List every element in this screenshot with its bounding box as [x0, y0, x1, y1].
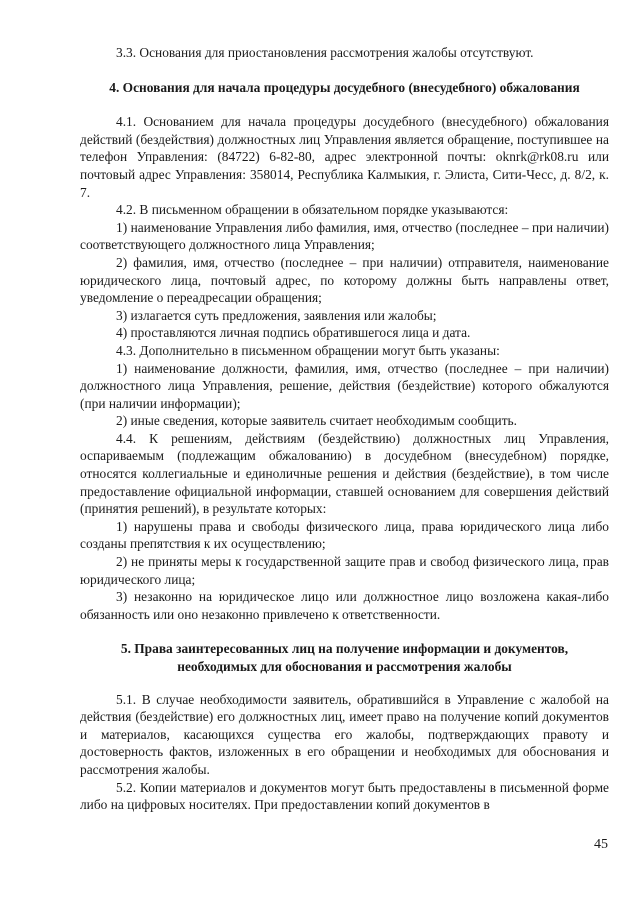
- paragraph-4-2-item-4: 4) проставляются личная подпись обратившегося лица и дата.: [116, 325, 471, 341]
- page-number: 45: [594, 837, 608, 852]
- paragraph-4-3: 4.3. Дополнительно в письменном обращении могут быть указаны:: [116, 342, 500, 358]
- paragraph-4-2-item-1: 1) наименование Управления либо фамилия, имя, отчество (последнее – при наличии) соответствующего должностного лица Управления;: [80, 219, 609, 253]
- paragraph-4-3-item-1: 1) наименование должности, фамилия, имя, отчество (последнее – при наличии) должностного лица Управления, решение, действия (бездействие) которого обжалуются (при наличии информации);: [80, 360, 609, 411]
- section-4-body: [80, 113, 609, 623]
- paragraph-4-4-item-2: 2) не приняты меры к государственной защите прав и свобод физического лица, прав юридического лица;: [80, 554, 609, 587]
- paragraph-4-4-item-3: 3) незаконно на юридическое лицо или должностное лицо возложена какая-либо обязанность или оно незаконно привлечено к ответственности.: [80, 589, 609, 622]
- paragraph-4-3-item-2: 2) иные сведения, которые заявитель считает необходимым сообщить.: [116, 413, 518, 429]
- paragraph-4-2-item-3: 3) излагается суть предложения, заявления или жалобы;: [116, 307, 437, 323]
- paragraph-5-1: 5.1. В случае необходимости заявитель, обратившийся в Управление с жалобой на действия (бездействие) его должностных лиц, имеет право на получение копий документов и материалов, касающихся существа его жалобы, подтверждающих правоту и достоверность фактов, изложенных в его обращении и необходимых для обоснования и рассмотрения жалобы.: [80, 691, 609, 777]
- paragraph-4-2: 4.2. В письменном обращении в обязательном порядке указываются:: [116, 202, 509, 218]
- paragraph-4-4: 4.4. К решениям, действиям (бездействию) должностных лиц Управления, оспариваемым (подлежащим обжалованию) в досудебном (внесудебном) порядке, относятся коллегиальные и единоличные решения и действия (бездействие), в том числе предоставление официальной информации, ставшей основанием для совершения действий (принятия решений), в результате которых:: [80, 430, 609, 517]
- section-4-heading: 4. Основания для начала процедуры досудебного (внесудебного) обжалования: [109, 79, 580, 95]
- document-page: [80, 44, 609, 814]
- paragraph-5-2: 5.2. Копии материалов и документов могут быть предоставлены в письменной форме либо на цифровых носителях. При предоставлении копий документов в: [80, 779, 609, 813]
- section-5-heading: 5. Права заинтересованных лиц на получение информации и документов, необходимых для обоснования и рассмотрения жалобы: [120, 641, 569, 674]
- paragraph-4-2-item-2: 2) фамилия, имя, отчество (последнее – при наличии) отправителя, наименование юридического лица, почтовый адрес, по которому должны быть направлены ответ, уведомление о переадресации обращения;: [80, 254, 609, 306]
- paragraph-4-4-item-1: 1) нарушены права и свободы физического лица, права юридического лица либо созданы препятствия к их осуществлению;: [80, 518, 609, 552]
- paragraph-3-3: 3.3. Основания для приостановления рассмотрения жалобы отсутствуют.: [116, 45, 534, 60]
- paragraph-4-1: 4.1. Основанием для начала процедуры досудебного (внесудебного) обжалования действий (бездействия) должностных лиц Управления является обращение, поступившее на телефон Управления: (84722) 6-82-80, адрес электронной почты: oknrk@rk08.ru или почтовый адрес Управления: 358014, Республика Калмыкия, г. Элиста, Сити-Чесс, д. 8/2, к. 7.: [80, 114, 609, 200]
- section-5-body: [80, 691, 609, 814]
